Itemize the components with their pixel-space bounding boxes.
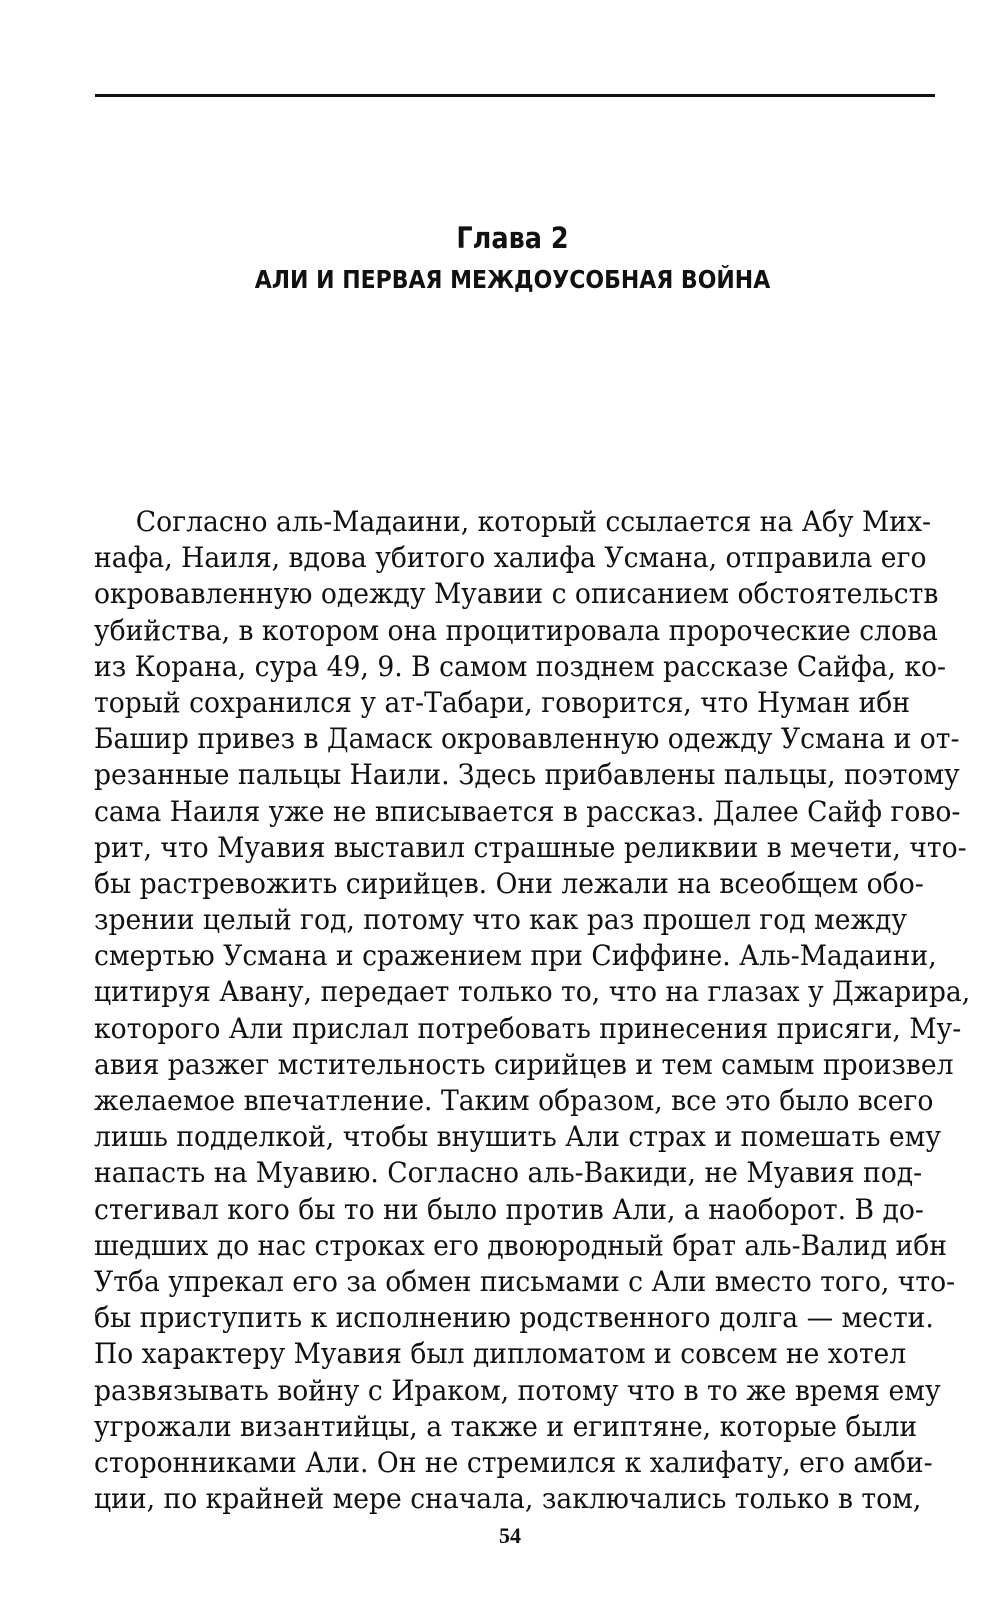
body-line: рит, что Муавия выставил страшные реликвии в мечети, что-: [94, 830, 967, 864]
header-rule: [95, 94, 935, 97]
page-number: 54: [499, 1523, 521, 1548]
body-line: желаемое впечатление. Таким образом, все это было всего: [94, 1084, 934, 1117]
body-line: ции, по крайней мере сначала, заключались только в том,: [94, 1482, 922, 1516]
body-line: из Корана, сура 49, 9. В самом позднем рассказе Сайфа, ко-: [94, 649, 947, 683]
body-line: окровавленную одежду Муавии с описанием обстоятельств: [94, 577, 939, 611]
body-line: шедших до нас строках его двоюродный брат аль-Валид ибн: [94, 1228, 947, 1262]
chapter-subtitle: АЛИ И ПЕРВАЯ МЕЖДОУСОБНАЯ ВОЙНА: [254, 265, 771, 294]
body-line: Согласно аль-Мадаини, который ссылается на Абу Мих-: [135, 505, 931, 538]
body-line: резанные пальцы Наили. Здесь прибавлены пальцы, поэтому: [94, 758, 960, 792]
body-line: смертью Усмана и сражением при Сиффине. Аль-Мадаини,: [94, 939, 937, 973]
body-line: цитируя Авану, передает только то, что на глазах у Джарира,: [94, 975, 971, 1009]
body-line: Башир привез в Дамаск окровавленную одежду Усмана и от-: [94, 722, 960, 756]
body-line: зрении целый год, потому что как раз прошел год между: [94, 903, 908, 937]
body-line: торый сохранился у ат-Табари, говорится, что Нуман ибн: [94, 685, 911, 719]
body-line: лишь подделкой, чтобы внушить Али страх и помешать ему: [94, 1120, 942, 1154]
body-line: сторонниками Али. Он не стремился к халифату, его амби-: [94, 1445, 933, 1479]
body-line: угрожали византийцы, а также и египтяне, которые были: [94, 1409, 918, 1443]
body-line: Утба упрекал его за обмен письмами с Али вместо того, что-: [94, 1264, 956, 1298]
body-text: [94, 504, 971, 1517]
body-line: развязывать войну с Ираком, потому что в то же время ему: [94, 1373, 941, 1407]
chapter-title: Глава 2: [456, 221, 569, 255]
body-line: убийства, в котором она процитировала пророческие слова: [94, 613, 938, 647]
body-line: сама Наиля уже не вписывается в рассказ. Далее Сайф гово-: [94, 794, 961, 828]
body-line: бы растревожить сирийцев. Они лежали на всеобщем обо-: [94, 866, 924, 900]
body-line: нафа, Наиля, вдова убитого халифа Усмана, отправила его: [94, 541, 927, 575]
body-line: авия разжег мстительность сирийцев и тем самым произвел: [94, 1047, 954, 1081]
body-line: напасть на Муавию. Согласно аль-Вакиди, не Муавия под-: [94, 1156, 923, 1190]
body-line: которого Али прислал потребовать принесения присяги, Му-: [94, 1011, 962, 1045]
body-line: По характеру Муавия был дипломатом и совсем не хотел: [94, 1337, 907, 1371]
body-line: бы приступить к исполнению родственного долга — мести.: [94, 1301, 934, 1335]
body-line: стегивал кого бы то ни было против Али, а наоборот. В до-: [94, 1192, 924, 1226]
